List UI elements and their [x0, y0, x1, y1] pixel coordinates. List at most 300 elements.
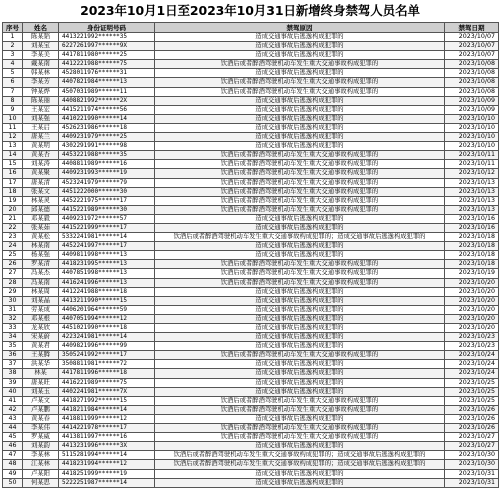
person-name: 洪某华	[23, 360, 59, 369]
ban-reason: 饮酒后或者醉酒驾驶机动车发生重大交通事故构成犯罪的	[155, 78, 445, 87]
ban-date: 2023/10/25	[445, 396, 499, 405]
row-index: 50	[3, 478, 23, 487]
row-index: 33	[3, 324, 23, 333]
ban-date: 2023/10/08	[445, 78, 499, 87]
id-number: 4412241988******18	[59, 287, 155, 296]
person-name: 黄某春	[23, 414, 59, 423]
ban-date: 2023/10/24	[445, 369, 499, 378]
table-row	[3, 278, 499, 287]
row-index: 32	[3, 314, 23, 323]
person-name: 林某南	[23, 242, 59, 251]
ban-reason: 饮酒后或者醉酒驾驶机动车发生重大交通事故构成犯罪的	[155, 60, 445, 69]
ban-reason: 饮酒后或者醉酒驾驶机动车发生重大交通事故构成犯罪的	[155, 160, 445, 169]
row-index: 27	[3, 269, 23, 278]
person-name: 王某宏	[23, 105, 59, 114]
row-index: 10	[3, 114, 23, 123]
person-name: 唐某清	[23, 178, 59, 187]
person-name: 钟某烨	[23, 87, 59, 96]
id-number: 4417811996******18	[59, 369, 155, 378]
id-number: 4418231994******12	[59, 460, 155, 469]
person-name: 李某美	[23, 51, 59, 60]
table-row	[3, 51, 499, 60]
table-row	[3, 451, 499, 460]
person-name: 唐某旺	[23, 378, 59, 387]
ban-reason: 造成交通事故后逃逸构成犯罪的	[155, 242, 445, 251]
id-number: 4409231972******57	[59, 214, 155, 223]
ban-date: 2023/10/25	[445, 378, 499, 387]
ban-date: 2023/10/20	[445, 296, 499, 305]
id-number: 5222251987******14	[59, 478, 155, 487]
row-index: 16	[3, 169, 23, 178]
table-row	[3, 314, 499, 323]
id-number: 4408821992******2X	[59, 96, 155, 105]
ban-reason: 饮酒后或者醉酒驾驶机动车发生重大交通事故构成犯罪的	[155, 433, 445, 442]
row-index: 31	[3, 305, 23, 314]
id-number: 4413211990******15	[59, 296, 155, 305]
id-number: 4409821996******99	[59, 342, 155, 351]
row-index: 14	[3, 151, 23, 160]
table-row	[3, 296, 499, 305]
ban-date: 2023/10/13	[445, 196, 499, 205]
table-row	[3, 169, 499, 178]
row-index: 48	[3, 460, 23, 469]
row-index: 9	[3, 105, 23, 114]
ban-date: 2023/10/23	[445, 333, 499, 342]
ban-reason: 造成交通事故后逃逸构成犯罪的	[155, 223, 445, 232]
ban-reason: 造成交通事故后逃逸构成犯罪的	[155, 133, 445, 142]
ban-date: 2023/10/07	[445, 42, 499, 51]
ban-reason: 造成交通事故后逃逸构成犯罪的	[155, 105, 445, 114]
id-number: 4453221988******35	[59, 151, 155, 160]
person-name: 卢某阳	[23, 469, 59, 478]
ban-reason: 造成交通事故后逃逸构成犯罪的	[155, 51, 445, 60]
id-number: 5332241981******14	[59, 233, 155, 242]
id-number: 4409811998******13	[59, 251, 155, 260]
table-row	[3, 260, 499, 269]
ban-date: 2023/10/18	[445, 251, 499, 260]
ban-date: 2023/10/31	[445, 469, 499, 478]
id-number: 4413221992******35	[59, 33, 155, 42]
row-index: 20	[3, 205, 23, 214]
page-title: 2023年10月1日至2023年10月31日新增终身禁驾人员名单	[80, 3, 420, 18]
table-row	[3, 187, 499, 196]
ban-reason: 饮酒后或者醉酒驾驶机动车发生重大交通事故构成犯罪的	[155, 151, 445, 160]
ban-date: 2023/10/25	[445, 387, 499, 396]
row-index: 43	[3, 414, 23, 423]
id-number: 4451222000******30	[59, 187, 155, 196]
row-index: 1	[3, 33, 23, 42]
id-number: 4415211974******56	[59, 105, 155, 114]
ban-date: 2023/10/26	[445, 424, 499, 433]
ban-date: 2023/10/12	[445, 169, 499, 178]
ban-reason: 饮酒后或者醉酒驾驶机动车发生重大交通事故构成犯罪的	[155, 196, 445, 205]
id-number: 6227261997******9X	[59, 42, 155, 51]
table-row	[3, 251, 499, 260]
ban-date: 2023/10/07	[445, 51, 499, 60]
id-number: 4406201964******59	[59, 305, 155, 314]
person-name: 刘某强	[23, 114, 59, 123]
ban-date: 2023/10/20	[445, 324, 499, 333]
table-row	[3, 396, 499, 405]
id-number: 4528011976******31	[59, 69, 155, 78]
person-name: 刘某宝	[23, 42, 59, 51]
table-row	[3, 69, 499, 78]
table-row	[3, 60, 499, 69]
table-row	[3, 442, 499, 451]
ban-reason: 饮酒后或者醉酒驾驶机动车发生重大交通事故构成犯罪的；造成交通事故后逃逸构成犯罪的	[155, 460, 445, 469]
row-index: 3	[3, 51, 23, 60]
ban-reason: 造成交通事故后逃逸构成犯罪的	[155, 342, 445, 351]
row-index: 37	[3, 360, 23, 369]
table-row	[3, 433, 499, 442]
ban-reason: 造成交通事故后逃逸构成犯罪的	[155, 96, 445, 105]
ban-reason: 造成交通事故后逃逸构成犯罪的	[155, 378, 445, 387]
row-index: 23	[3, 233, 23, 242]
table-row	[3, 378, 499, 387]
table-row	[3, 223, 499, 232]
person-name: 邓某毅	[23, 214, 59, 223]
ban-date: 2023/10/10	[445, 133, 499, 142]
id-number: 4413811997******16	[59, 433, 155, 442]
person-name: 罗某威	[23, 433, 59, 442]
id-number: 4409231979******25	[59, 133, 155, 142]
ban-date: 2023/10/20	[445, 314, 499, 323]
header-name: 姓名	[23, 23, 59, 33]
row-index: 6	[3, 78, 23, 87]
person-name: 江某林	[23, 460, 59, 469]
id-number: 4414221978******17	[59, 424, 155, 433]
person-name: 张某茹	[23, 223, 59, 232]
row-index: 26	[3, 260, 23, 269]
id-number: 4223241981******14	[59, 333, 155, 342]
ban-reason: 造成交通事故后逃逸构成犯罪的	[155, 142, 445, 151]
table-row	[3, 269, 499, 278]
table-header	[3, 23, 499, 33]
ban-date: 2023/10/19	[445, 269, 499, 278]
ban-date: 2023/10/16	[445, 214, 499, 223]
table-row	[3, 424, 499, 433]
row-index: 17	[3, 178, 23, 187]
person-name: 宋某蔚	[23, 333, 59, 342]
ban-date: 2023/10/08	[445, 60, 499, 69]
row-index: 46	[3, 442, 23, 451]
ban-reason: 造成交通事故后逃逸构成犯罪的	[155, 469, 445, 478]
person-name: 林某灵	[23, 196, 59, 205]
id-number: 3508811981******72	[59, 360, 155, 369]
ban-reason: 饮酒后或者醉酒驾驶机动车发生重大交通事故构成犯罪的	[155, 396, 445, 405]
table-row	[3, 33, 499, 42]
table-row	[3, 133, 499, 142]
person-name: 李某伟	[23, 424, 59, 433]
row-index: 12	[3, 133, 23, 142]
ban-reason: 造成交通事故后逃逸构成犯罪的	[155, 369, 445, 378]
ban-reason: 造成交通事故后逃逸构成犯罪的	[155, 33, 445, 42]
table-row	[3, 142, 499, 151]
ban-date: 2023/10/26	[445, 414, 499, 423]
ban-date: 2023/10/09	[445, 96, 499, 105]
table-body	[3, 33, 499, 488]
id-number: 4523241979******79	[59, 178, 155, 187]
row-index: 15	[3, 160, 23, 169]
ban-date: 2023/10/27	[445, 442, 499, 451]
row-index: 25	[3, 251, 23, 260]
table-row	[3, 369, 499, 378]
ban-reason: 造成交通事故后逃逸构成犯罪的	[155, 324, 445, 333]
ban-reason: 造成交通事故后逃逸构成犯罪的	[155, 442, 445, 451]
ban-date: 2023/10/20	[445, 305, 499, 314]
table-row	[3, 360, 499, 369]
id-number: 4407051994******12	[59, 314, 155, 323]
id-number: 4526231986******18	[59, 123, 155, 132]
ban-date: 2023/10/24	[445, 351, 499, 360]
ban-reason: 饮酒后或者醉酒驾驶机动车发生重大交通事故构成犯罪的	[155, 205, 445, 214]
table-row	[3, 414, 499, 423]
person-name: 张某文	[23, 187, 59, 196]
id-number: 4418211984******14	[59, 405, 155, 414]
header-id-number: 身份证明号码	[59, 23, 155, 33]
ban-reason: 造成交通事故后逃逸构成犯罪的	[155, 360, 445, 369]
ban-date: 2023/10/13	[445, 187, 499, 196]
person-name: 陈某丽	[23, 96, 59, 105]
table-row	[3, 160, 499, 169]
table-row	[3, 324, 499, 333]
row-index: 49	[3, 469, 23, 478]
id-number: 4407821984******13	[59, 78, 155, 87]
header-date: 禁驾日期	[445, 23, 499, 33]
table-row	[3, 178, 499, 187]
id-number: 5115281994******14	[59, 451, 155, 460]
ban-reason: 造成交通事故后逃逸构成犯罪的	[155, 314, 445, 323]
ban-reason: 造成交通事故后逃逸构成犯罪的	[155, 387, 445, 396]
ban-reason: 造成交通事故后逃逸构成犯罪的	[155, 114, 445, 123]
ban-reason: 饮酒后或者醉酒驾驶机动车发生重大交通事故构成犯罪的	[155, 405, 445, 414]
row-index: 40	[3, 387, 23, 396]
table-row	[3, 205, 499, 214]
ban-reason: 造成交通事故后逃逸构成犯罪的	[155, 251, 445, 260]
id-number: 4408811989******16	[59, 160, 155, 169]
id-number: 4451021990******18	[59, 324, 155, 333]
table-row	[3, 105, 499, 114]
ban-reason: 造成交通事故后逃逸构成犯罪的	[155, 123, 445, 132]
row-index: 45	[3, 433, 23, 442]
person-name: 林某周	[23, 287, 59, 296]
ban-date: 2023/10/11	[445, 151, 499, 160]
id-number: 4452221975******17	[59, 196, 155, 205]
person-name: 冯某南	[23, 278, 59, 287]
id-number: 3505241992******17	[59, 351, 155, 360]
ban-date: 2023/10/11	[445, 160, 499, 169]
ban-date: 2023/10/20	[445, 278, 499, 287]
row-index: 24	[3, 242, 23, 251]
id-number: 4410221990******14	[59, 114, 155, 123]
ban-date: 2023/10/26	[445, 405, 499, 414]
table-row	[3, 96, 499, 105]
row-index: 30	[3, 296, 23, 305]
person-name: 林某	[23, 369, 59, 378]
banned-drivers-table	[2, 22, 499, 488]
person-name: 黄某聚	[23, 169, 59, 178]
ban-date: 2023/10/16	[445, 223, 499, 232]
row-index: 4	[3, 60, 23, 69]
table-row	[3, 405, 499, 414]
person-name: 刘某涛	[23, 160, 59, 169]
id-number: 4418811999******12	[59, 414, 155, 423]
ban-reason: 造成交通事故后逃逸构成犯罪的	[155, 42, 445, 51]
person-name: 陈某韬	[23, 33, 59, 42]
ban-reason: 饮酒后或者醉酒驾驶机动车发生重大交通事故构成犯罪的	[155, 269, 445, 278]
ban-date: 2023/10/10	[445, 114, 499, 123]
ban-date: 2023/10/30	[445, 460, 499, 469]
ban-date: 2023/10/18	[445, 260, 499, 269]
ban-reason: 造成交通事故后逃逸构成犯罪的	[155, 69, 445, 78]
row-index: 42	[3, 405, 23, 414]
table-row	[3, 242, 499, 251]
row-index: 29	[3, 287, 23, 296]
person-name: 刘某韵	[23, 442, 59, 451]
table-row	[3, 42, 499, 51]
ban-date: 2023/10/09	[445, 105, 499, 114]
ban-reason: 饮酒后或者醉酒驾驶机动车发生重大交通事故构成犯罪的	[155, 351, 445, 360]
person-name: 刘某玉	[23, 387, 59, 396]
row-index: 22	[3, 223, 23, 232]
row-index: 21	[3, 214, 23, 223]
ban-reason: 饮酒后或者醉酒驾驶机动车发生重大交通事故构成犯罪的	[155, 178, 445, 187]
id-number: 4418231995******13	[59, 260, 155, 269]
table-row	[3, 196, 499, 205]
row-index: 5	[3, 69, 23, 78]
ban-date: 2023/10/20	[445, 287, 499, 296]
id-number: 4417811980******25	[59, 51, 155, 60]
table-row	[3, 469, 499, 478]
id-number: 4416221989******75	[59, 378, 155, 387]
table-row	[3, 214, 499, 223]
row-index: 47	[3, 451, 23, 460]
person-name: 王某腾	[23, 351, 59, 360]
ban-date: 2023/10/31	[445, 478, 499, 487]
row-index: 11	[3, 123, 23, 132]
id-number: 4412221988******75	[59, 60, 155, 69]
id-number: 4418271992******15	[59, 396, 155, 405]
person-name: 龙某欣	[23, 324, 59, 333]
ban-reason: 造成交通事故后逃逸构成犯罪的	[155, 296, 445, 305]
person-name: 卢某文	[23, 396, 59, 405]
ban-reason: 饮酒后或者醉酒驾驶机动车发生重大交通事故构成犯罪的	[155, 87, 445, 96]
ban-reason: 饮酒后或者醉酒驾驶机动车发生重大交通事故构成犯罪的	[155, 169, 445, 178]
row-index: 28	[3, 278, 23, 287]
person-name: 黄某松	[23, 233, 59, 242]
table-row	[3, 287, 499, 296]
id-number: 4415221999******17	[59, 223, 155, 232]
row-index: 36	[3, 351, 23, 360]
ban-reason: 饮酒后或者醉酒驾驶机动车发生重大交通事故构成犯罪的；造成交通事故后逃逸构成犯罪的	[155, 233, 445, 242]
row-index: 13	[3, 142, 23, 151]
row-index: 2	[3, 42, 23, 51]
person-name: 劳某成	[23, 305, 59, 314]
table-row	[3, 333, 499, 342]
ban-reason: 造成交通事故后逃逸构成犯罪的	[155, 414, 445, 423]
table-row	[3, 460, 499, 469]
person-name: 王某启	[23, 123, 59, 132]
id-number: 4416241996******13	[59, 278, 155, 287]
ban-reason: 饮酒后或者醉酒驾驶机动车发生重大交通事故构成犯罪的	[155, 278, 445, 287]
row-index: 7	[3, 87, 23, 96]
row-index: 8	[3, 96, 23, 105]
id-number: 4407851998******13	[59, 269, 155, 278]
ban-reason: 饮酒后或者醉酒驾驶机动车发生重大交通事故构成犯罪的	[155, 424, 445, 433]
ban-reason: 造成交通事故后逃逸构成犯罪的	[155, 214, 445, 223]
table-row	[3, 151, 499, 160]
row-index: 44	[3, 424, 23, 433]
table-row	[3, 478, 499, 487]
person-name: 卢某鹏	[23, 405, 59, 414]
ban-reason: 造成交通事故后逃逸构成犯罪的	[155, 333, 445, 342]
table-row	[3, 78, 499, 87]
id-number: 4415221989******30	[59, 205, 155, 214]
ban-date: 2023/10/07	[445, 33, 499, 42]
row-index: 18	[3, 187, 23, 196]
ban-date: 2023/10/23	[445, 342, 499, 351]
ban-date: 2023/10/13	[445, 178, 499, 187]
ban-reason: 造成交通事故后逃逸构成犯罪的	[155, 287, 445, 296]
person-name: 刘某晶	[23, 296, 59, 305]
person-name: 唐某兰	[23, 133, 59, 142]
ban-date: 2023/10/24	[445, 360, 499, 369]
person-name: 李某芳	[23, 78, 59, 87]
table-row	[3, 342, 499, 351]
header-index: 序号	[3, 23, 23, 33]
row-index: 39	[3, 378, 23, 387]
id-number: 4413231996******3X	[59, 442, 155, 451]
id-number: 4409231993******19	[59, 169, 155, 178]
row-index: 35	[3, 342, 23, 351]
ban-date: 2023/10/10	[445, 142, 499, 151]
ban-date: 2023/10/08	[445, 87, 499, 96]
ban-reason: 饮酒后或者醉酒驾驶机动车发生重大交通事故构成犯罪的	[155, 260, 445, 269]
table-row	[3, 351, 499, 360]
ban-date: 2023/10/27	[445, 433, 499, 442]
person-name: 何某思	[23, 478, 59, 487]
table-row	[3, 233, 499, 242]
id-number: 4302291991******98	[59, 142, 155, 151]
ban-date: 2023/10/30	[445, 451, 499, 460]
person-name: 罗某清	[23, 260, 59, 269]
person-name: 黄某杏	[23, 151, 59, 160]
person-name: 邱某德	[23, 205, 59, 214]
person-name: 黄某君	[23, 342, 59, 351]
table-row	[3, 123, 499, 132]
table-row	[3, 87, 499, 96]
person-name: 韩某林	[23, 69, 59, 78]
ban-date: 2023/10/10	[445, 123, 499, 132]
id-number: 4418251999******19	[59, 469, 155, 478]
table-row	[3, 305, 499, 314]
id-number: 4452241997******17	[59, 242, 155, 251]
header-reason: 禁驾原因	[155, 23, 445, 33]
header-row	[3, 23, 499, 33]
person-name: 李某林	[23, 451, 59, 460]
ban-reason: 饮酒后或者醉酒驾驶机动车发生重大交通事故构成犯罪的	[155, 187, 445, 196]
table-row	[3, 114, 499, 123]
row-index: 38	[3, 369, 23, 378]
person-name: 杨某强	[23, 251, 59, 260]
ban-reason: 造成交通事故后逃逸构成犯罪的	[155, 478, 445, 487]
person-name: 黄某明	[23, 142, 59, 151]
row-index: 34	[3, 333, 23, 342]
row-index: 19	[3, 196, 23, 205]
person-name: 冯某杰	[23, 269, 59, 278]
ban-reason: 饮酒后或者醉酒驾驶机动车发生重大交通事故构成犯罪的；造成交通事故后逃逸构成犯罪的	[155, 451, 445, 460]
row-index: 41	[3, 396, 23, 405]
